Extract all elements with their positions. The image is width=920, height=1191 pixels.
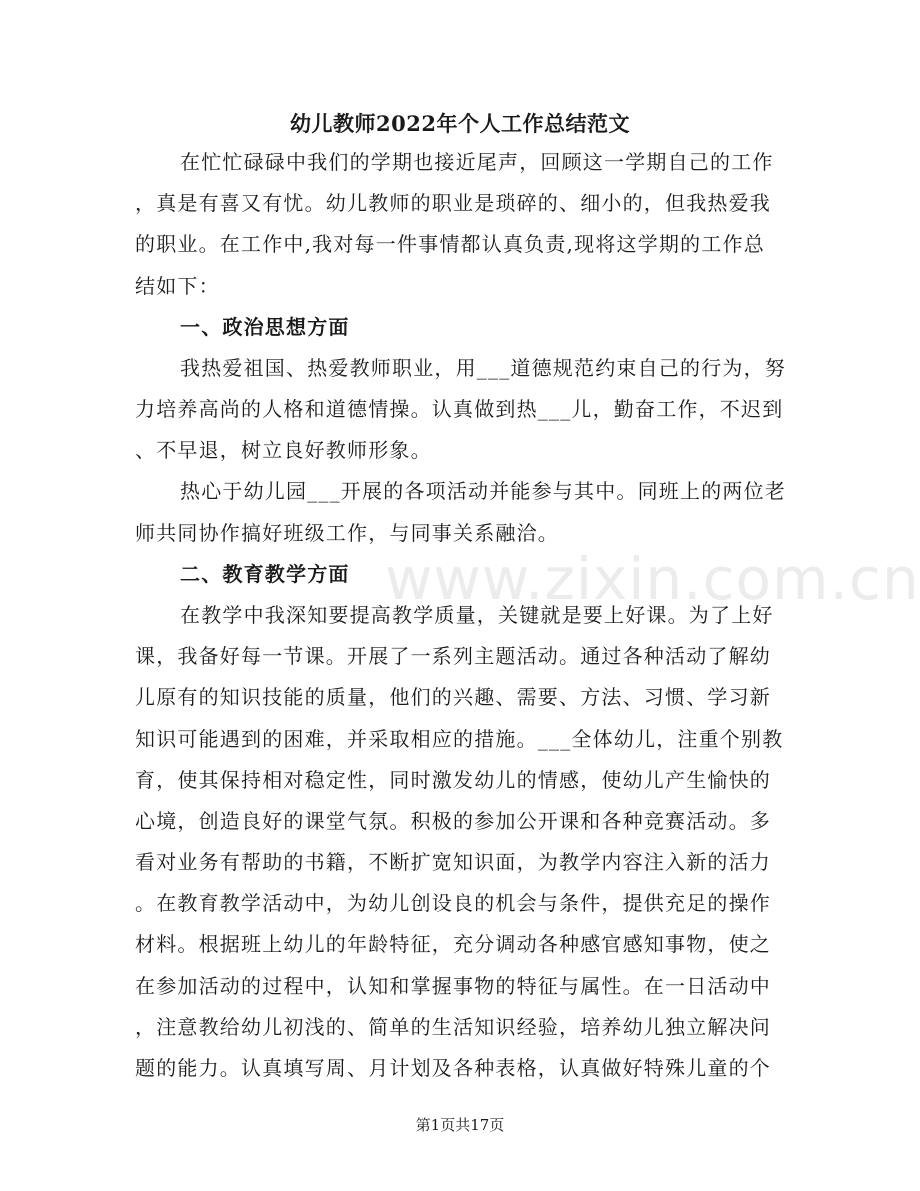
paragraph-line: 在教学中我深知要提高教学质量，关键就是要上好课。为了上好: [180, 603, 774, 627]
watermark: www.zixin.com.cn: [385, 545, 920, 613]
paragraph-line: 力培养高尚的人格和道德情操。认真做到热___儿，勤奋工作，不迟到: [135, 397, 784, 421]
paragraph-line: 在忙忙碌碌中我们的学期也接近尾声，回顾这一学期自己的工作: [180, 150, 774, 174]
document-title: 幼儿教师2022年个人工作总结范文: [290, 111, 630, 136]
paragraph-line: 师共同协作搞好班级工作，与同事关系融洽。: [135, 521, 559, 545]
page-number: 第1页共17页: [415, 1116, 505, 1134]
paragraph-line: ，真是有喜又有忧。幼儿教师的职业是琐碎的、细小的，但我热爱我: [135, 191, 771, 215]
paragraph-line: 的职业。在工作中,我对每一件事情都认真负责,现将这学期的工作总: [135, 232, 765, 256]
paragraph-line: 材料。根据班上幼儿的年龄特征，充分调动各种感官感知事物，使之: [135, 932, 771, 956]
paragraph-line: 。在教育教学活动中，为幼儿创设良的机会与条件，提供充足的操作: [135, 891, 771, 915]
paragraph-line: 看对业务有帮助的书籍，不断扩宽知识面，为教学内容注入新的活力: [135, 850, 771, 874]
section-heading: 一、政治思想方面: [180, 315, 350, 339]
paragraph-line: 热心于幼儿园___开展的各项活动并能参与其中。同班上的两位老: [180, 479, 786, 503]
paragraph-line: 课，我备好每一节课。开展了一系列主题活动。通过各种活动了解幼: [135, 644, 771, 668]
paragraph-line: 儿原有的知识技能的质量，他们的兴趣、需要、方法、习惯、学习新: [135, 685, 771, 709]
section-heading: 二、教育教学方面: [180, 562, 350, 586]
paragraph-line: 育，使其保持相对稳定性，同时激发幼儿的情感，使幼儿产生愉快的: [135, 768, 771, 792]
paragraph-line: 、不早退，树立良好教师形象。: [135, 438, 432, 462]
paragraph-line: 知识可能遇到的困难，并采取相应的措施。___全体幼儿，注重个别教: [135, 727, 784, 751]
paragraph-line: 题的能力。认真填写周、月计划及各种表格，认真做好特殊儿童的个: [135, 1056, 771, 1080]
paragraph-line: ，注意教给幼儿初浅的、简单的生活知识经验，培养幼儿独立解决问: [135, 1015, 771, 1039]
paragraph-line: 在参加活动的过程中，认知和掌握事物的特征与属性。在一日活动中: [135, 974, 771, 998]
paragraph-line: 结如下：: [135, 274, 220, 298]
paragraph-line: 我热爱祖国、热爱教师职业，用___道德规范约束自己的行为，努: [180, 356, 786, 380]
paragraph-line: 心境，创造良好的课堂气氛。积极的参加公开课和各种竞赛活动。多: [135, 809, 771, 833]
